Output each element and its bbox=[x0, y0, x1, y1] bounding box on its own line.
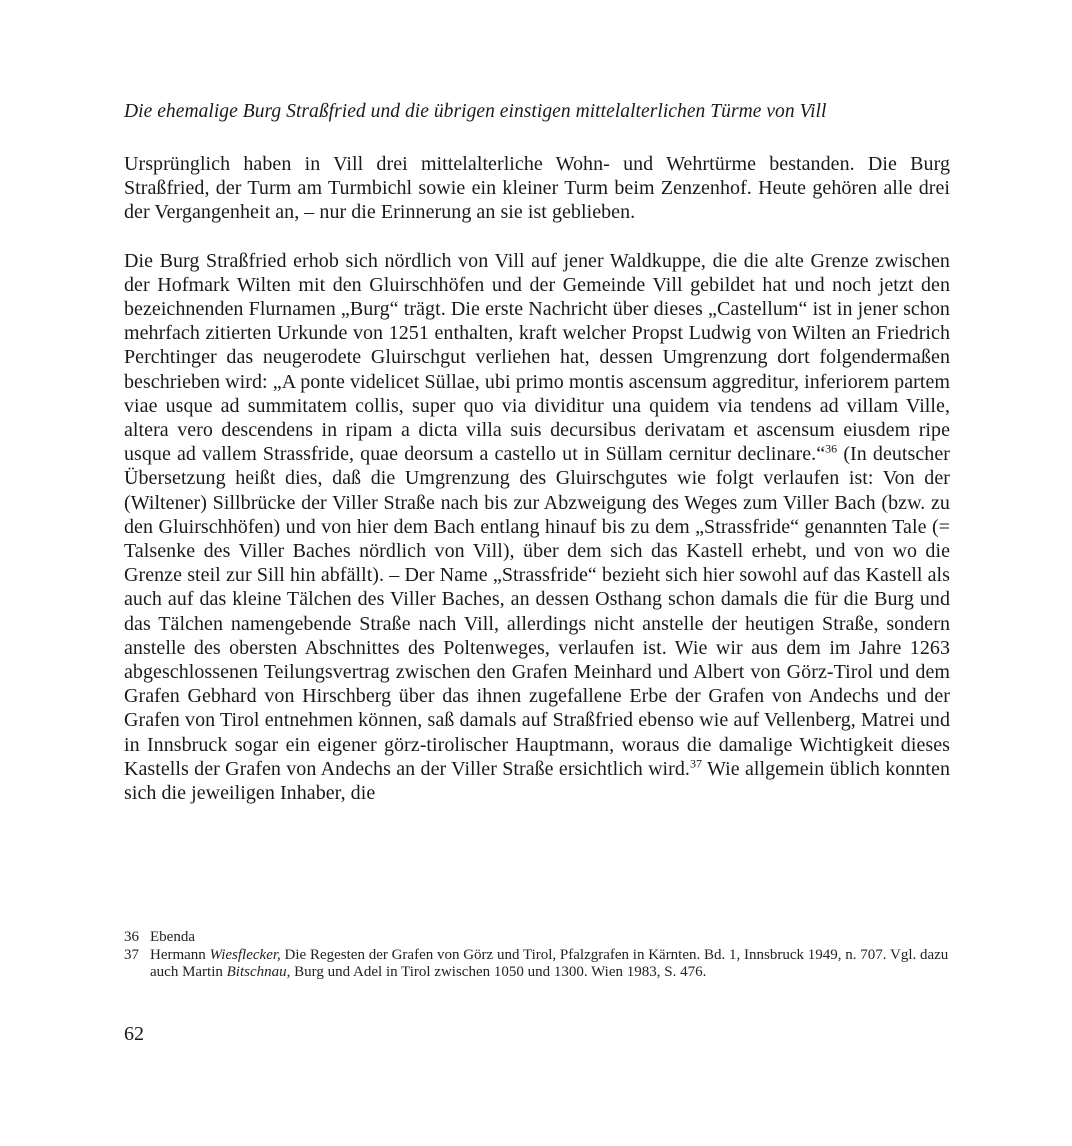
footnote-author: Wiesflecker, bbox=[209, 946, 281, 963]
footnote-36 bbox=[124, 929, 950, 947]
paragraph-2-text: Die Burg Straßfried erhob sich nördlich von Vill auf jener Waldkuppe, die die alte Grenze zwischen der Hofmark Wilten mit den Gluirschhöfen und der Gemeinde Vill gebildet hat und noch jetzt den bezeichnenden Flurnamen „Burg“ trägt. Die erste Nachricht über dieses „Castellum“ ist in jener schon mehrfach zitierten Urkunde von 1251 enthalten, kraft welcher Propst Ludwig von Wilten an Friedrich Perchtinger das neugerodete Gluirschgut verliehen hat, dessen Umgrenzung dort folgendermaßen beschrieben wird: „A ponte videlicet Süllae, ubi primo montis ascensum aggreditur, inferiorem partem viae usque ad summitatem collis, super quo via dividitur una quidem via tendens ad villam Ville, altera vero descendens in ripam a dicta villa suis decursibus derivatam et ascensum eiusdem ripe usque ad vallem Strassfride, quae deorsum a castello ut in Süllam cernitur declinare.“ bbox=[124, 249, 950, 466]
page-body bbox=[124, 96, 950, 805]
footnote-text: Ebenda bbox=[150, 929, 195, 945]
footnote-author: Bitschnau, bbox=[226, 964, 291, 980]
footnote-37 bbox=[124, 947, 950, 982]
footnote-post: Burg und Adel in Tirol zwischen 1050 und 1300. Wien 1983, S. 476. bbox=[290, 964, 707, 980]
page-number: 62 bbox=[124, 1023, 144, 1045]
paragraph-1: Ursprünglich haben in Vill drei mittelalterliche Wohn- und Wehrtürme bestanden. Die Burg Straßfried, der Turm am Turmbichl sowie ein kleiner Turm beim Zenzenhof. Heute gehören alle drei der Vergangenheit an, – nur die Erinnerung an sie ist geblieben. bbox=[124, 153, 950, 224]
footnote-ref-37[interactable]: 37 bbox=[689, 756, 703, 771]
footnote-number: 36 bbox=[124, 929, 139, 945]
footnote-text bbox=[150, 947, 950, 982]
footnotes bbox=[124, 929, 950, 982]
paragraph-2-end: Wie allgemein üblich konnten sich die jeweiligen Inhaber, die bbox=[124, 757, 950, 805]
footnote-ref-36[interactable]: 36 bbox=[825, 441, 838, 456]
footnote-pre: Hermann bbox=[150, 946, 210, 963]
paragraph-2 bbox=[124, 249, 950, 806]
footnote-number: 37 bbox=[124, 946, 139, 963]
footnote-mid: Die Regesten der Grafen von Görz und Tirol, Pfalzgrafen in Kärnten. Bd. 1, Innsbruck 1949, n. 707. Vgl. dazu auch Martin bbox=[150, 946, 949, 980]
paragraph-2-continued: (In deutscher Übersetzung heißt dies, daß die Umgrenzung des Gluirschgutes wie folgt verlaufen ist: Von der (Wiltener) Sillbrücke der Viller Straße nach bis zur Abzweigung des Weges zum Viller Bach (bzw. zu den Gluirschhöfen) und von hier dem Bach entlang hinauf bis zu dem „Strassfride“ genannten Tale (= Talsenke des Viller Baches nördlich von Vill), über dem sich das Kastell erhebt, und von wo die Grenze steil zur Sill hin abfällt). – Der Name „Strassfride“ bezieht sich hier sowohl auf das Kastell als auch auf das kleine Tälchen des Viller Baches, an dessen Osthang schon damals die für die Burg und das Tälchen namengebende Straße nach Vill, allerdings nicht anstelle der heutigen Straße, sondern anstelle des obersten Abschnittes des Poltenweges, verlaufen ist. Wie wir aus dem im Jahre 1263 abgeschlossenen Teilungsvertrag zwischen den Grafen Meinhard und Albert von Görz-Tirol und dem Grafen Gebhard von Hirschberg über das ihnen zugefallene Erbe der Grafen von Andechs und der Grafen von Tirol entnehmen können, saß damals auf Straßfried ebenso wie auf Vellenberg, Matrei und in Innsbruck sogar ein eigener görz-tirolischer Hauptmann, woraus die damalige Wichtigkeit dieses Kastells der Grafen von Andechs an der Viller Straße ersichtlich wird. bbox=[124, 443, 950, 780]
section-heading: Die ehemalige Burg Straßfried und die übrigen einstigen mittelalterlichen Türme von Vill bbox=[124, 101, 827, 122]
